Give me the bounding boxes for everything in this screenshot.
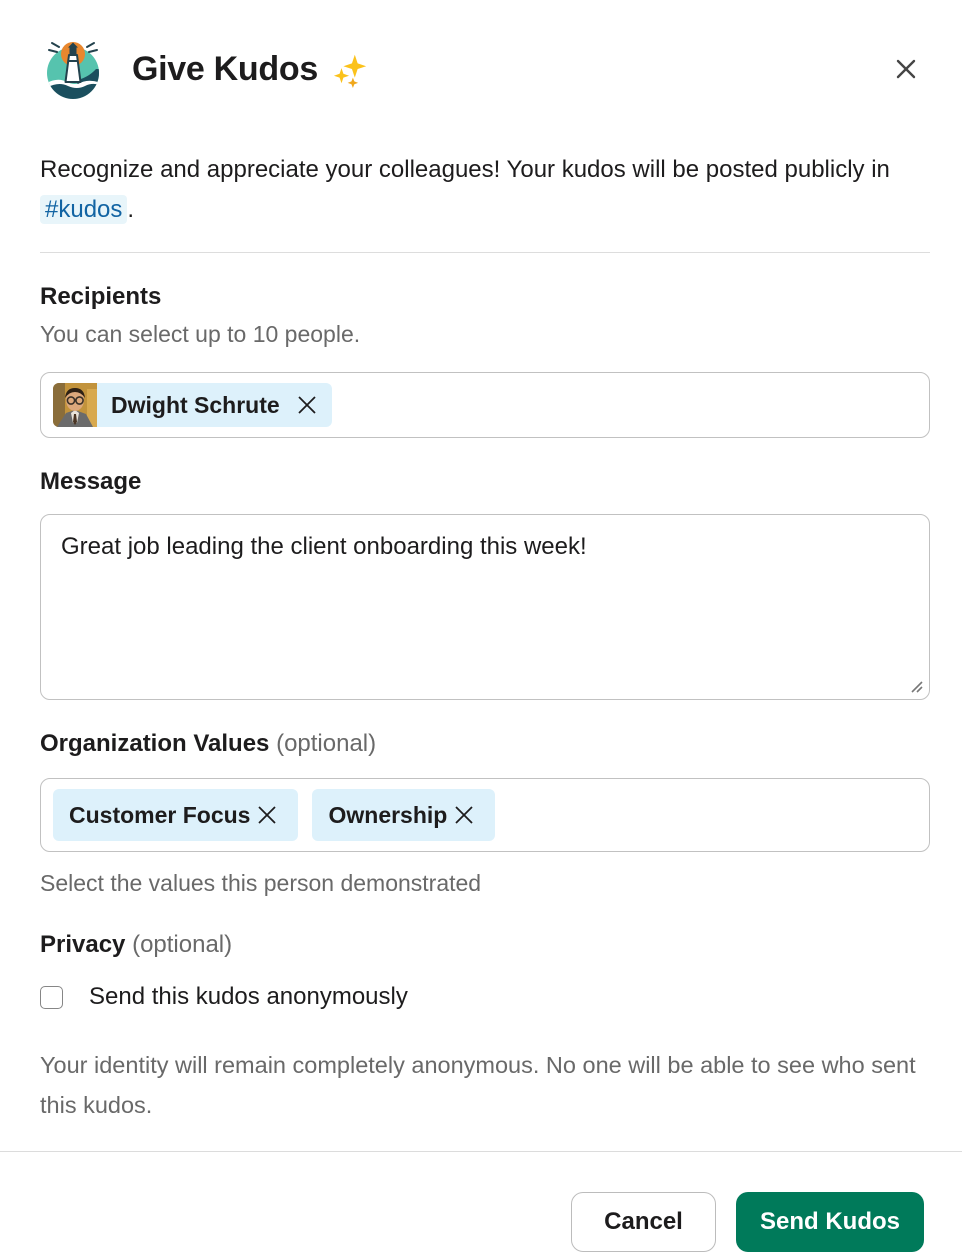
org-values-optional: (optional) <box>276 730 377 757</box>
remove-value-button[interactable] <box>447 796 489 834</box>
privacy-label-text: Privacy <box>40 931 126 958</box>
resize-grip-icon[interactable] <box>908 678 924 694</box>
org-values-hint: Select the values this person demonstrated <box>40 870 482 896</box>
top-divider <box>40 252 930 253</box>
org-values-label-text: Organization Values <box>40 730 270 757</box>
recipient-name: Dwight Schrute <box>111 391 280 418</box>
remove-value-button[interactable] <box>250 796 292 834</box>
value-token <box>53 789 298 841</box>
message-label: Message <box>40 468 142 495</box>
anonymous-checkbox-row <box>40 983 930 1011</box>
intro-before: Recognize and appreciate your colleagues! Your kudos will be posted publicly in <box>40 156 890 183</box>
send-kudos-button[interactable]: Send Kudos <box>736 1192 924 1252</box>
org-values-input[interactable] <box>40 778 930 852</box>
recipients-hint: You can select up to 10 people. <box>40 321 361 347</box>
recipient-avatar <box>53 383 97 427</box>
remove-icon <box>294 392 320 418</box>
kudos-channel-link[interactable]: #kudos <box>40 195 127 224</box>
privacy-optional: (optional) <box>132 931 233 958</box>
remove-recipient-button[interactable] <box>290 386 332 424</box>
message-field-box <box>40 514 930 700</box>
org-values-label <box>40 730 930 758</box>
modal-footer <box>0 1152 962 1252</box>
privacy-label <box>40 931 930 959</box>
sparkles-icon <box>332 51 370 89</box>
close-icon <box>890 53 922 85</box>
value-token-label: Customer Focus <box>69 801 251 828</box>
value-token <box>312 789 495 841</box>
remove-icon <box>254 802 280 828</box>
close-button[interactable] <box>884 47 928 91</box>
page-title: Give Kudos <box>132 49 318 88</box>
remove-icon <box>451 802 477 828</box>
recipient-token <box>53 383 332 427</box>
cancel-button[interactable]: Cancel <box>571 1192 716 1252</box>
anonymous-checkbox[interactable] <box>40 986 63 1009</box>
message-input[interactable] <box>41 515 929 699</box>
anonymous-checkbox-label[interactable]: Send this kudos anonymously <box>89 983 408 1010</box>
recipients-label: Recipients <box>40 283 162 310</box>
anonymous-note: Your identity will remain completely anonymous. No one will be able to see who sent this kudos. <box>40 1052 916 1118</box>
lighthouse-logo-icon <box>40 36 106 102</box>
intro-text <box>40 150 890 230</box>
modal-header <box>40 36 930 102</box>
recipients-input[interactable] <box>40 372 930 438</box>
value-token-label: Ownership <box>328 801 448 828</box>
intro-after: . <box>127 196 135 223</box>
